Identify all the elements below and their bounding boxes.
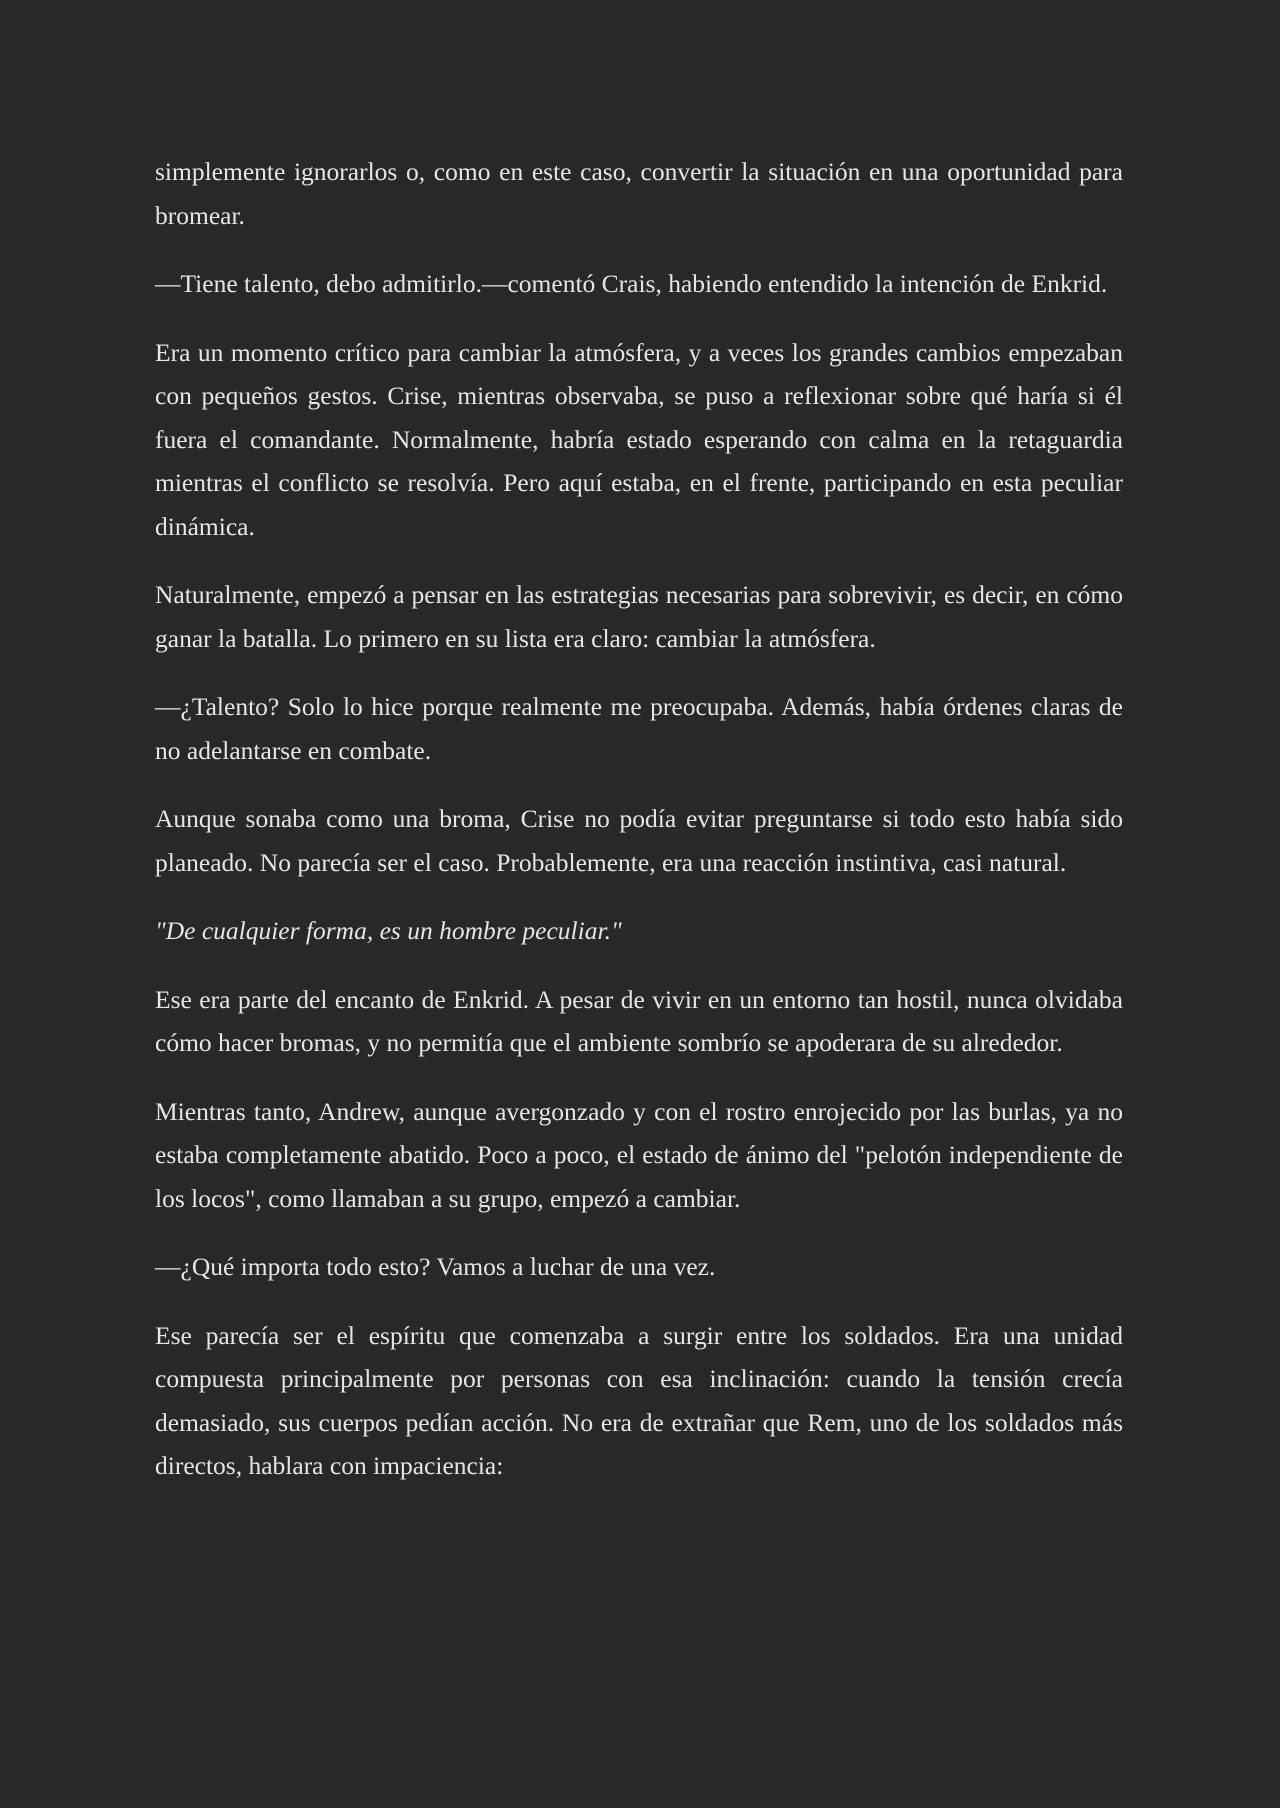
paragraph: simplemente ignorarlos o, como en este caso, convertir la situación en una oportunidad para bromear. bbox=[155, 157, 1123, 230]
paragraph: Ese parecía ser el espíritu que comenzaba a surgir entre los soldados. Era una unidad compuesta principalmente por personas con esa inclinación: cuando la tensión crecía demasiado, sus cuerpos pedían acción. No era de extrañar que Rem, uno de los soldados más directos, hablara con impaciencia: bbox=[155, 1320, 1123, 1480]
paragraph: —¿Talento? Solo lo hice porque realmente me preocupaba. Además, había órdenes claras de no adelantarse en combate. bbox=[155, 692, 1123, 765]
paragraph: —¿Qué importa todo esto? Vamos a luchar de una vez. bbox=[155, 1252, 716, 1281]
paragraph: Era un momento crítico para cambiar la atmósfera, y a veces los grandes cambios empezaban con pequeños gestos. Crise, mientras observaba, se puso a reflexionar sobre qué haría si él fuera el comandante. Normalmente, habría estado esperando con calma en la retaguardia mientras el conflicto se resolvía. Pero aquí estaba, en el frente, participando en esta peculiar dinámica. bbox=[155, 337, 1123, 541]
paragraph: Aunque sonaba como una broma, Crise no podía evitar preguntarse si todo esto había sido planeado. No parecía ser el caso. Probablemente, era una reacción instintiva, casi natural. bbox=[155, 804, 1123, 877]
italic-thought-paragraph: "De cualquier forma, es un hombre peculiar." bbox=[155, 916, 622, 945]
paragraph: Naturalmente, empezó a pensar en las estrategias necesarias para sobrevivir, es decir, en cómo ganar la batalla. Lo primero en su lista era claro: cambiar la atmósfera. bbox=[155, 580, 1123, 653]
paragraph: Mientras tanto, Andrew, aunque avergonzado y con el rostro enrojecido por las burlas, ya no estaba completamente abatido. Poco a poco, el estado de ánimo del "pelotón independiente de los locos", como llamaban a su grupo, empezó a cambiar. bbox=[155, 1096, 1123, 1213]
paragraph: —Tiene talento, debo admitirlo.—comentó Crais, habiendo entendido la intención de Enkrid. bbox=[155, 269, 1108, 298]
reading-page bbox=[155, 150, 1123, 1513]
paragraph: Ese era parte del encanto de Enkrid. A pesar de vivir en un entorno tan hostil, nunca olvidaba cómo hacer bromas, y no permitía que el ambiente sombrío se apoderara de su alrededor. bbox=[155, 984, 1123, 1057]
